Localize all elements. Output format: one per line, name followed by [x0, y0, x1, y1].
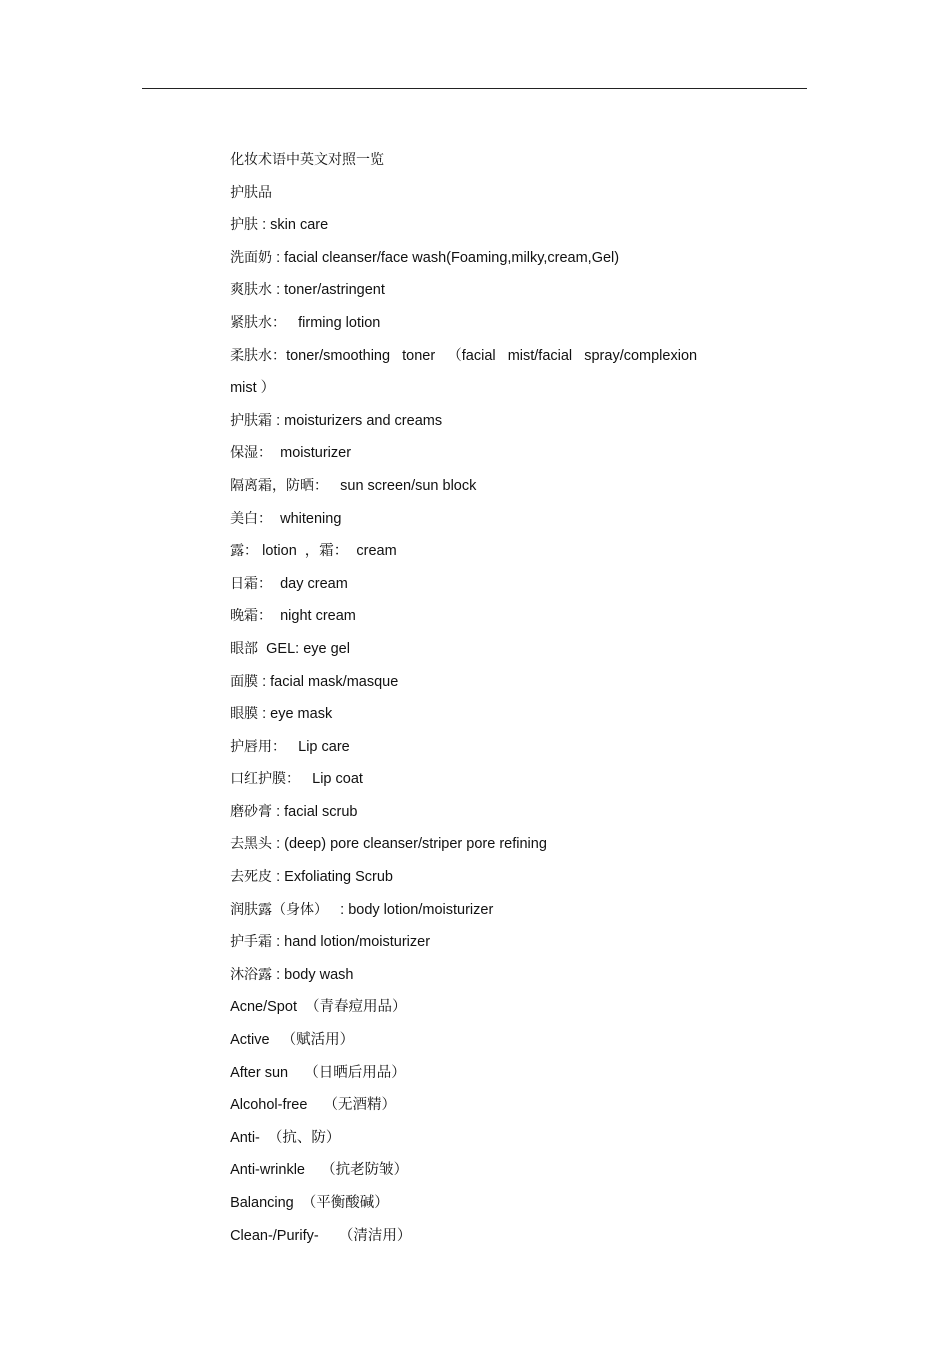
document-title: 化妆术语中英文对照一览: [230, 152, 385, 168]
term-line: 眼部 GEL: eye gel: [230, 640, 350, 657]
term-line: 口红护膜： Lip coat: [230, 771, 363, 788]
term-line: Anti- （抗、防）: [230, 1129, 341, 1146]
document-body: [203, 118, 763, 1244]
term-line: 日霜： day cream: [230, 575, 348, 592]
term-line: 紧肤水： firming lotion: [230, 314, 381, 331]
term-line: 面膜 : facial mask/masque: [230, 673, 399, 690]
term-line: Active （赋活用）: [230, 1032, 355, 1049]
term-line: Anti-wrinkle （抗老防皱）: [230, 1162, 409, 1179]
term-line: 洗面奶 : facial cleanser/face wash(Foaming,milky,cream,Gel): [230, 249, 620, 266]
term-line: 沐浴露 : body wash: [230, 966, 354, 983]
term-line: 磨砂膏 : facial scrub: [230, 803, 358, 820]
term-line: 去死皮 : Exfoliating Scrub: [230, 869, 393, 886]
term-line: 隔离霜，防晒： sun screen/sun block: [230, 477, 477, 494]
term-line: 柔肤水：toner/smoothing toner （facial mist/facial spray/complexion: [230, 347, 698, 364]
term-line: 露： lotion ，霜： cream: [230, 543, 397, 560]
term-line: 护唇用： Lip care: [230, 738, 350, 755]
term-line: Acne/Spot （青春痘用品）: [230, 999, 407, 1016]
term-line: 晚霜： night cream: [230, 608, 356, 625]
term-line: 护肤 : skin care: [230, 217, 329, 234]
term-line: 保湿： moisturizer: [230, 445, 352, 462]
term-line: 润肤露（身体） : body lotion/moisturizer: [230, 901, 494, 918]
term-line: 去黑头 : (deep) pore cleanser/striper pore refining: [230, 836, 547, 853]
term-line: 眼膜 : eye mask: [230, 706, 333, 723]
term-line: 爽肤水 : toner/astringent: [230, 282, 385, 299]
term-line: After sun （日晒后用品）: [230, 1064, 406, 1081]
term-line-continuation: mist ）: [230, 380, 276, 397]
term-line: Alcohol-free （无酒精）: [230, 1097, 397, 1114]
term-line: 护肤霜 : moisturizers and creams: [230, 412, 443, 429]
term-line: 美白： whitening: [230, 510, 342, 527]
term-line: Balancing （平衡酸碱）: [230, 1195, 389, 1211]
term-line: 护手霜 : hand lotion/moisturizer: [230, 934, 431, 951]
section-heading: 护肤品: [230, 184, 273, 201]
header-rule: [142, 88, 807, 89]
term-line: Clean-/Purify- （清洁用）: [230, 1227, 412, 1244]
